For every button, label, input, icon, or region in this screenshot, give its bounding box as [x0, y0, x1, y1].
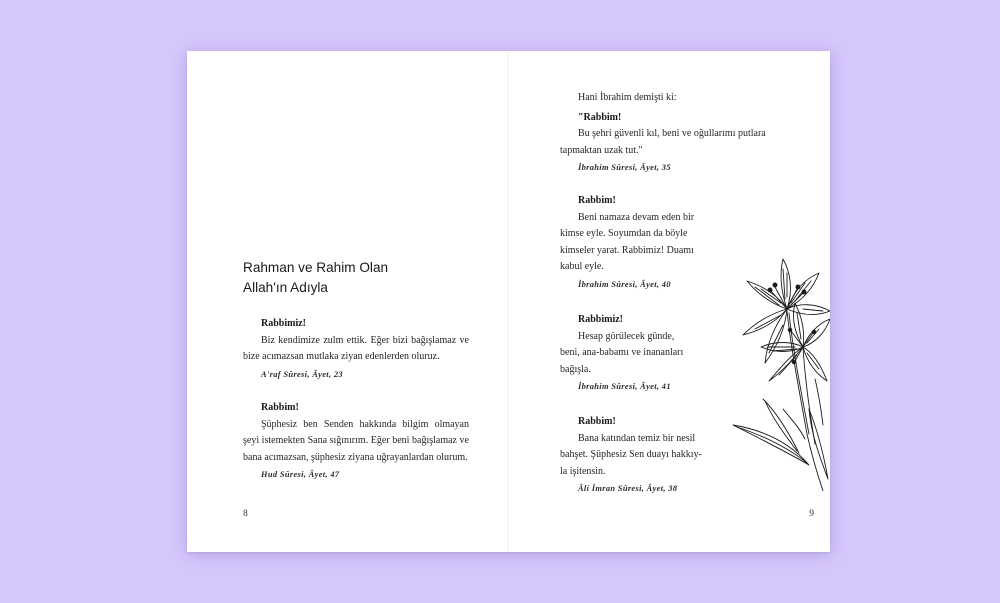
verse-intro: Hani İbrahim demişti ki:	[578, 92, 677, 103]
verse-reference: İbrahim Sûresi, Âyet, 41	[578, 382, 671, 391]
verse-heading: Rabbimiz!	[261, 318, 306, 329]
verse-heading: Rabbimiz!	[578, 314, 623, 325]
verse-reference: A'raf Sûresi, Âyet, 23	[261, 369, 343, 379]
verse-heading: Rabbim!	[578, 195, 616, 206]
verse-block	[560, 90, 800, 177]
open-book-spread	[187, 51, 830, 552]
verse-reference: İbrahim Sûresi, Âyet, 35	[578, 163, 671, 172]
verse-heading: Rabbim!	[261, 402, 299, 413]
verse-heading: Rabbim!	[578, 416, 616, 427]
verse-line: Bana katından temiz bir nesil	[578, 432, 696, 444]
verse-line: kimseler yarat. Rabbimiz! Duamı	[560, 244, 694, 256]
page-number-right: 9	[809, 509, 814, 519]
verse-reference: Âli İmran Sûresi, Âyet, 38	[578, 484, 678, 493]
verse-line: bağışla.	[560, 363, 591, 375]
verse-line: tapmaktan uzak tut."	[560, 144, 643, 156]
verse-line: Beni namaza devam eden bir	[578, 211, 695, 223]
verse-reference: Hud Sûresi, Âyet, 47	[261, 470, 340, 479]
verse-line: bahşet. Şüphesiz Sen duayı hakkıy-	[560, 449, 702, 460]
verse-block	[243, 400, 469, 484]
verse-line: Bu şehri güvenli kıl, beni ve oğullarımı putlara	[578, 128, 766, 139]
chapter-title-line-1: Rahman ve Rahim Olan	[243, 260, 389, 275]
lily-flower-illustration-icon	[695, 229, 830, 491]
right-page	[508, 51, 830, 552]
verse-line: Hesap görülecek günde,	[578, 330, 675, 342]
verse-block	[243, 316, 469, 383]
verse-reference: İbrahim Sûresi, Âyet, 40	[578, 279, 671, 289]
verse-text	[560, 126, 800, 159]
verse-heading: "Rabbim!	[578, 111, 622, 123]
verse-line: kabul eyle.	[560, 261, 604, 272]
verse-text: Şüphesiz ben Senden hakkında bilgim olmayan şeyi istemekten Sana sığınırım. Eğer beni bağışlamaz ve bana acımazsan, şüphesiz ziyana uğrayanlardan olurum.	[243, 418, 469, 463]
verse-text: Biz kendimize zulm ettik. Eğer bizi bağışlamaz ve bize acımazsan mutlaka ziyan edenlerden oluruz.	[243, 334, 469, 362]
chapter-title	[243, 258, 493, 298]
left-page	[187, 51, 508, 552]
chapter-title-line-2: Allah'ın Adıyla	[243, 280, 328, 295]
page-number-left: 8	[243, 509, 248, 519]
verse-line: kimse eyle. Soyumdan da böyle	[560, 228, 688, 239]
verse-line: la işitensin.	[560, 465, 606, 477]
verse-line: beni, ana-babamı ve inananları	[560, 347, 684, 358]
